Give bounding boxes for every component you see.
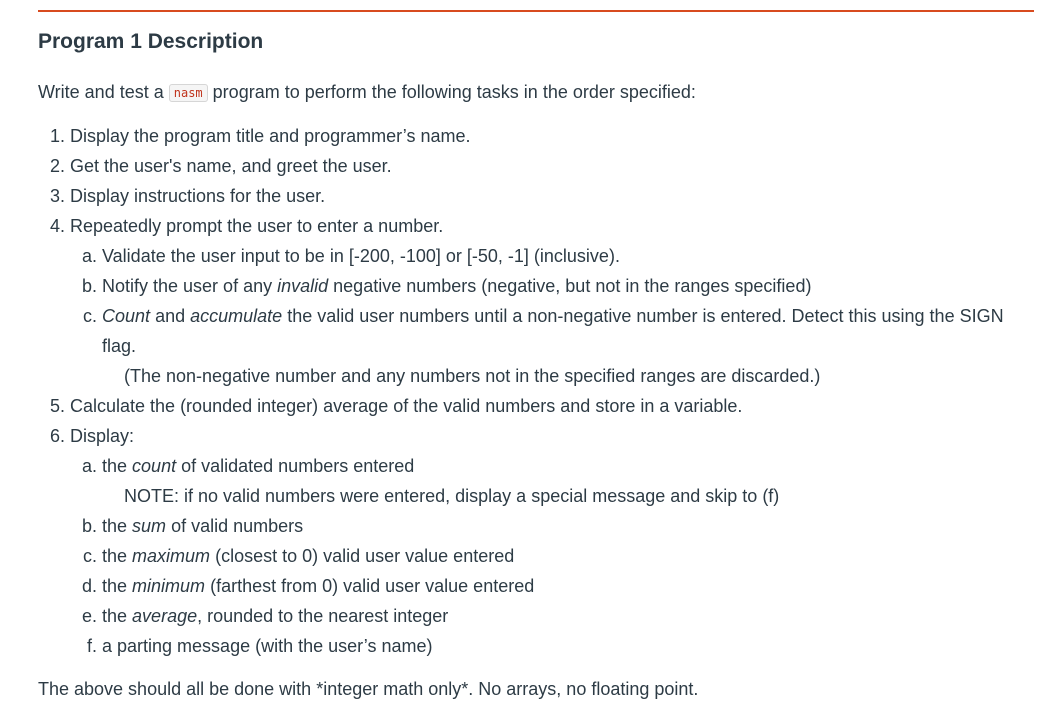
task-6d-post: (farthest from 0) valid user value entered <box>210 576 535 596</box>
task-6a-post: of validated numbers entered <box>181 456 415 476</box>
task-4c-post: the valid user numbers until a non-negative number is entered. Detect this using the SIGN flag. <box>102 306 1004 356</box>
task-4b-pre: Notify the user of any <box>102 276 273 296</box>
task-4-text: Repeatedly prompt the user to enter a number. <box>70 216 444 236</box>
task-4c-em2: accumulate <box>190 306 283 326</box>
task-6a-pre: the <box>102 456 128 476</box>
task-6b-pre: the <box>102 516 128 536</box>
task-6e-pre: the <box>102 606 128 626</box>
task-6f-text: a parting message (with the user’s name) <box>102 636 433 656</box>
task-4c-em1: Count <box>102 306 151 326</box>
closing-paragraph: The above should all be done with *integer math only*. No arrays, no floating point. <box>38 679 699 699</box>
task-4b-em: invalid <box>277 276 329 296</box>
task-6b-em: sum <box>132 516 167 536</box>
task-6d-em: minimum <box>132 576 206 596</box>
task-6a <box>102 451 1038 511</box>
task-4c-note: (The non-negative number and any numbers not in the specified ranges are discarded.) <box>124 366 821 386</box>
task-3 <box>70 181 1038 211</box>
task-6d <box>102 571 1038 601</box>
task-5 <box>70 391 1038 421</box>
task-2-text: Get the user's name, and greet the user. <box>70 156 392 176</box>
task-6a-note: NOTE: if no valid numbers were entered, display a special message and skip to (f) <box>124 486 780 506</box>
task-6b <box>102 511 1038 541</box>
task-6-sublist <box>70 451 1038 661</box>
page-title: Program 1 Description <box>38 30 264 53</box>
task-3-text: Display instructions for the user. <box>70 186 326 206</box>
task-5-text: Calculate the (rounded integer) average of the valid numbers and store in a variable. <box>70 396 743 416</box>
task-4b-post: negative numbers (negative, but not in the ranges specified) <box>333 276 812 296</box>
task-6b-post: of valid numbers <box>171 516 304 536</box>
task-6d-pre: the <box>102 576 128 596</box>
task-list <box>38 121 1038 661</box>
task-4a-text: Validate the user input to be in [-200, -100] or [-50, -1] (inclusive). <box>102 246 620 266</box>
task-1 <box>70 121 1038 151</box>
task-6c <box>102 541 1038 571</box>
task-6c-em: maximum <box>132 546 211 566</box>
task-2 <box>70 151 1038 181</box>
task-6 <box>70 421 1038 661</box>
task-6c-pre: the <box>102 546 128 566</box>
nasm-code: nasm <box>169 84 208 102</box>
task-4b <box>102 271 1038 301</box>
task-6f <box>102 631 1038 661</box>
task-6a-em: count <box>132 456 177 476</box>
task-6-text: Display: <box>70 426 135 446</box>
top-divider <box>38 10 1034 12</box>
task-6e-post: , rounded to the nearest integer <box>197 606 449 626</box>
task-4c-mid: and <box>155 306 186 326</box>
page-content <box>38 28 1038 703</box>
task-4c <box>102 301 1038 391</box>
intro-after: program to perform the following tasks in the order specified: <box>212 82 696 102</box>
task-6c-post: (closest to 0) valid user value entered <box>215 546 515 566</box>
task-1-text: Display the program title and programmer’s name. <box>70 126 471 146</box>
intro-before: Write and test a <box>38 82 164 102</box>
task-6e-em: average <box>132 606 198 626</box>
task-4-sublist <box>70 241 1038 391</box>
task-4 <box>70 211 1038 391</box>
task-6e <box>102 601 1038 631</box>
task-4a <box>102 241 1038 271</box>
intro-paragraph <box>38 78 1038 107</box>
